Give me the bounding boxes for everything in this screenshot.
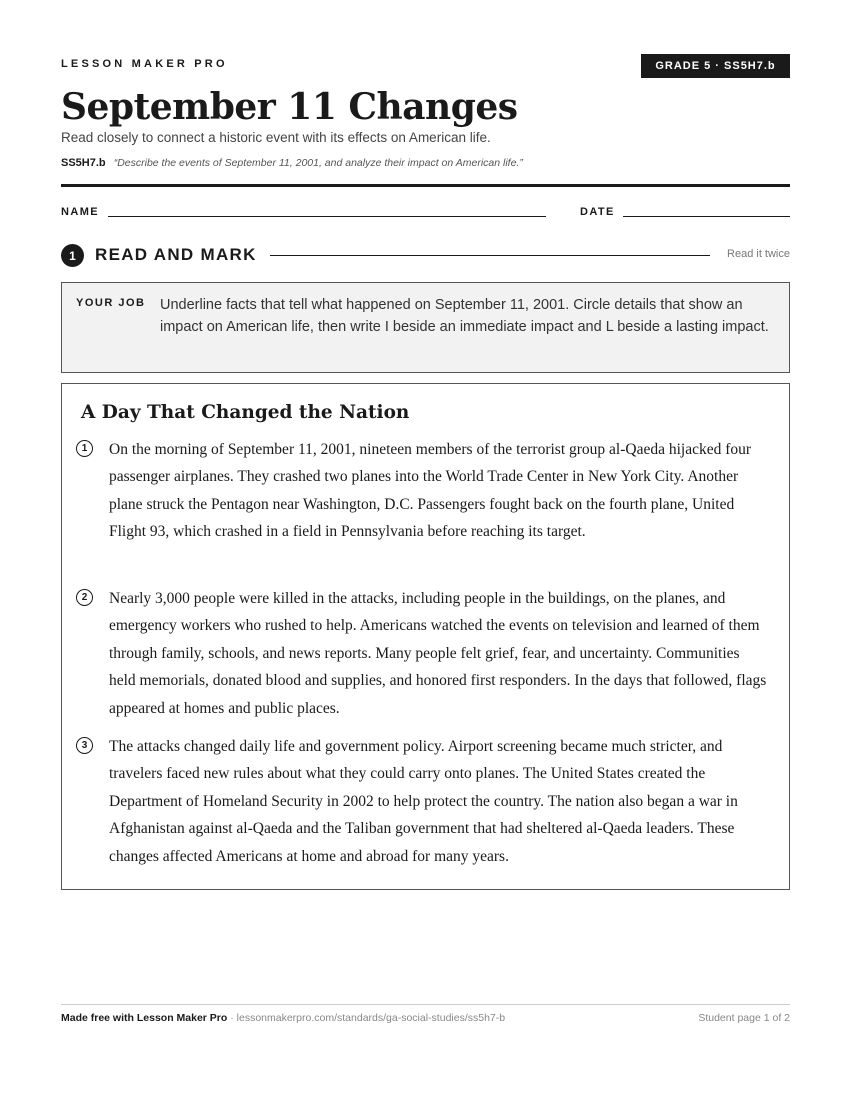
- paragraph-number: 2: [76, 589, 93, 606]
- paragraph-text: On the morning of September 11, 2001, nineteen members of the terrorist group al-Qaeda hijacked four passenger airplanes. They crashed two planes into the World Trade Center in New York City. Another plane struck the Pentagon near Washington, D.C. Passengers fought back on the fourth plane, United Flight 93, which crashed in a field in Pennsylvania before reaching its target.: [109, 441, 752, 541]
- footer-page-number: Student page 1 of 2: [698, 1012, 790, 1024]
- section-hint: Read it twice: [727, 248, 790, 260]
- your-job-instructions: Underline facts that tell what happened on September 11, 2001. Circle details that show an impact on American life, then write I beside an immediate impact and L beside a lasting impact.: [160, 297, 769, 335]
- grade-badge: GRADE 5 · SS5H7.b: [641, 54, 790, 78]
- standard-code: SS5H7.b: [61, 157, 106, 169]
- section-divider: [270, 255, 710, 256]
- name-field[interactable]: [108, 216, 546, 217]
- date-label: DATE: [580, 206, 615, 218]
- footer-credit: [61, 1012, 505, 1024]
- name-label: NAME: [61, 206, 99, 218]
- standard-line: [61, 157, 523, 169]
- header-divider: [61, 184, 790, 187]
- paragraph-text: The attacks changed daily life and government policy. Airport screening became much stricter, and travelers faced new rules about what they could carry onto planes. The United States created the Department of Homeland Security in 2002 to help protect the country. The nation also began a war in Afghanistan against al-Qaeda and the Taliban government that had sheltered al-Qaeda leaders. These changes affected Americans at home and abroad for many years.: [109, 738, 738, 865]
- reading-passage: [61, 383, 790, 890]
- standard-quote: “Describe the events of September 11, 2001, and analyze their impact on American life.”: [113, 157, 523, 169]
- paragraph-number: 3: [76, 737, 93, 754]
- brand-name: LESSON MAKER PRO: [61, 58, 228, 70]
- worksheet-page: [61, 0, 790, 1100]
- page-title: September 11 Changes: [61, 86, 518, 128]
- paragraph-number: 1: [76, 440, 93, 457]
- page-subtitle: Read closely to connect a historic event with its effects on American life.: [61, 130, 491, 145]
- date-field[interactable]: [623, 216, 790, 217]
- section-title: READ AND MARK: [95, 245, 257, 264]
- passage-title: A Day That Changed the Nation: [81, 402, 410, 423]
- your-job-label: YOUR JOB: [76, 297, 146, 309]
- paragraph-text: Nearly 3,000 people were killed in the attacks, including people in the buildings, on the planes, and emergency workers who rushed to help. Americans watched the events on television and learned of them through family, schools, and news reports. Many people felt grief, fear, and uncertainty. Communities held memorials, donated blood and supplies, and honored first responders. In the days that followed, flags appeared at homes and public places.: [109, 590, 767, 717]
- footer-made-with: Made free with Lesson Maker Pro: [61, 1012, 228, 1024]
- section-number-badge: 1: [61, 244, 84, 267]
- footer-divider: [61, 1004, 790, 1005]
- your-job-box: [61, 282, 790, 373]
- footer-url[interactable]: · lessonmakerpro.com/standards/ga-social-studies/ss5h7-b: [227, 1012, 506, 1024]
